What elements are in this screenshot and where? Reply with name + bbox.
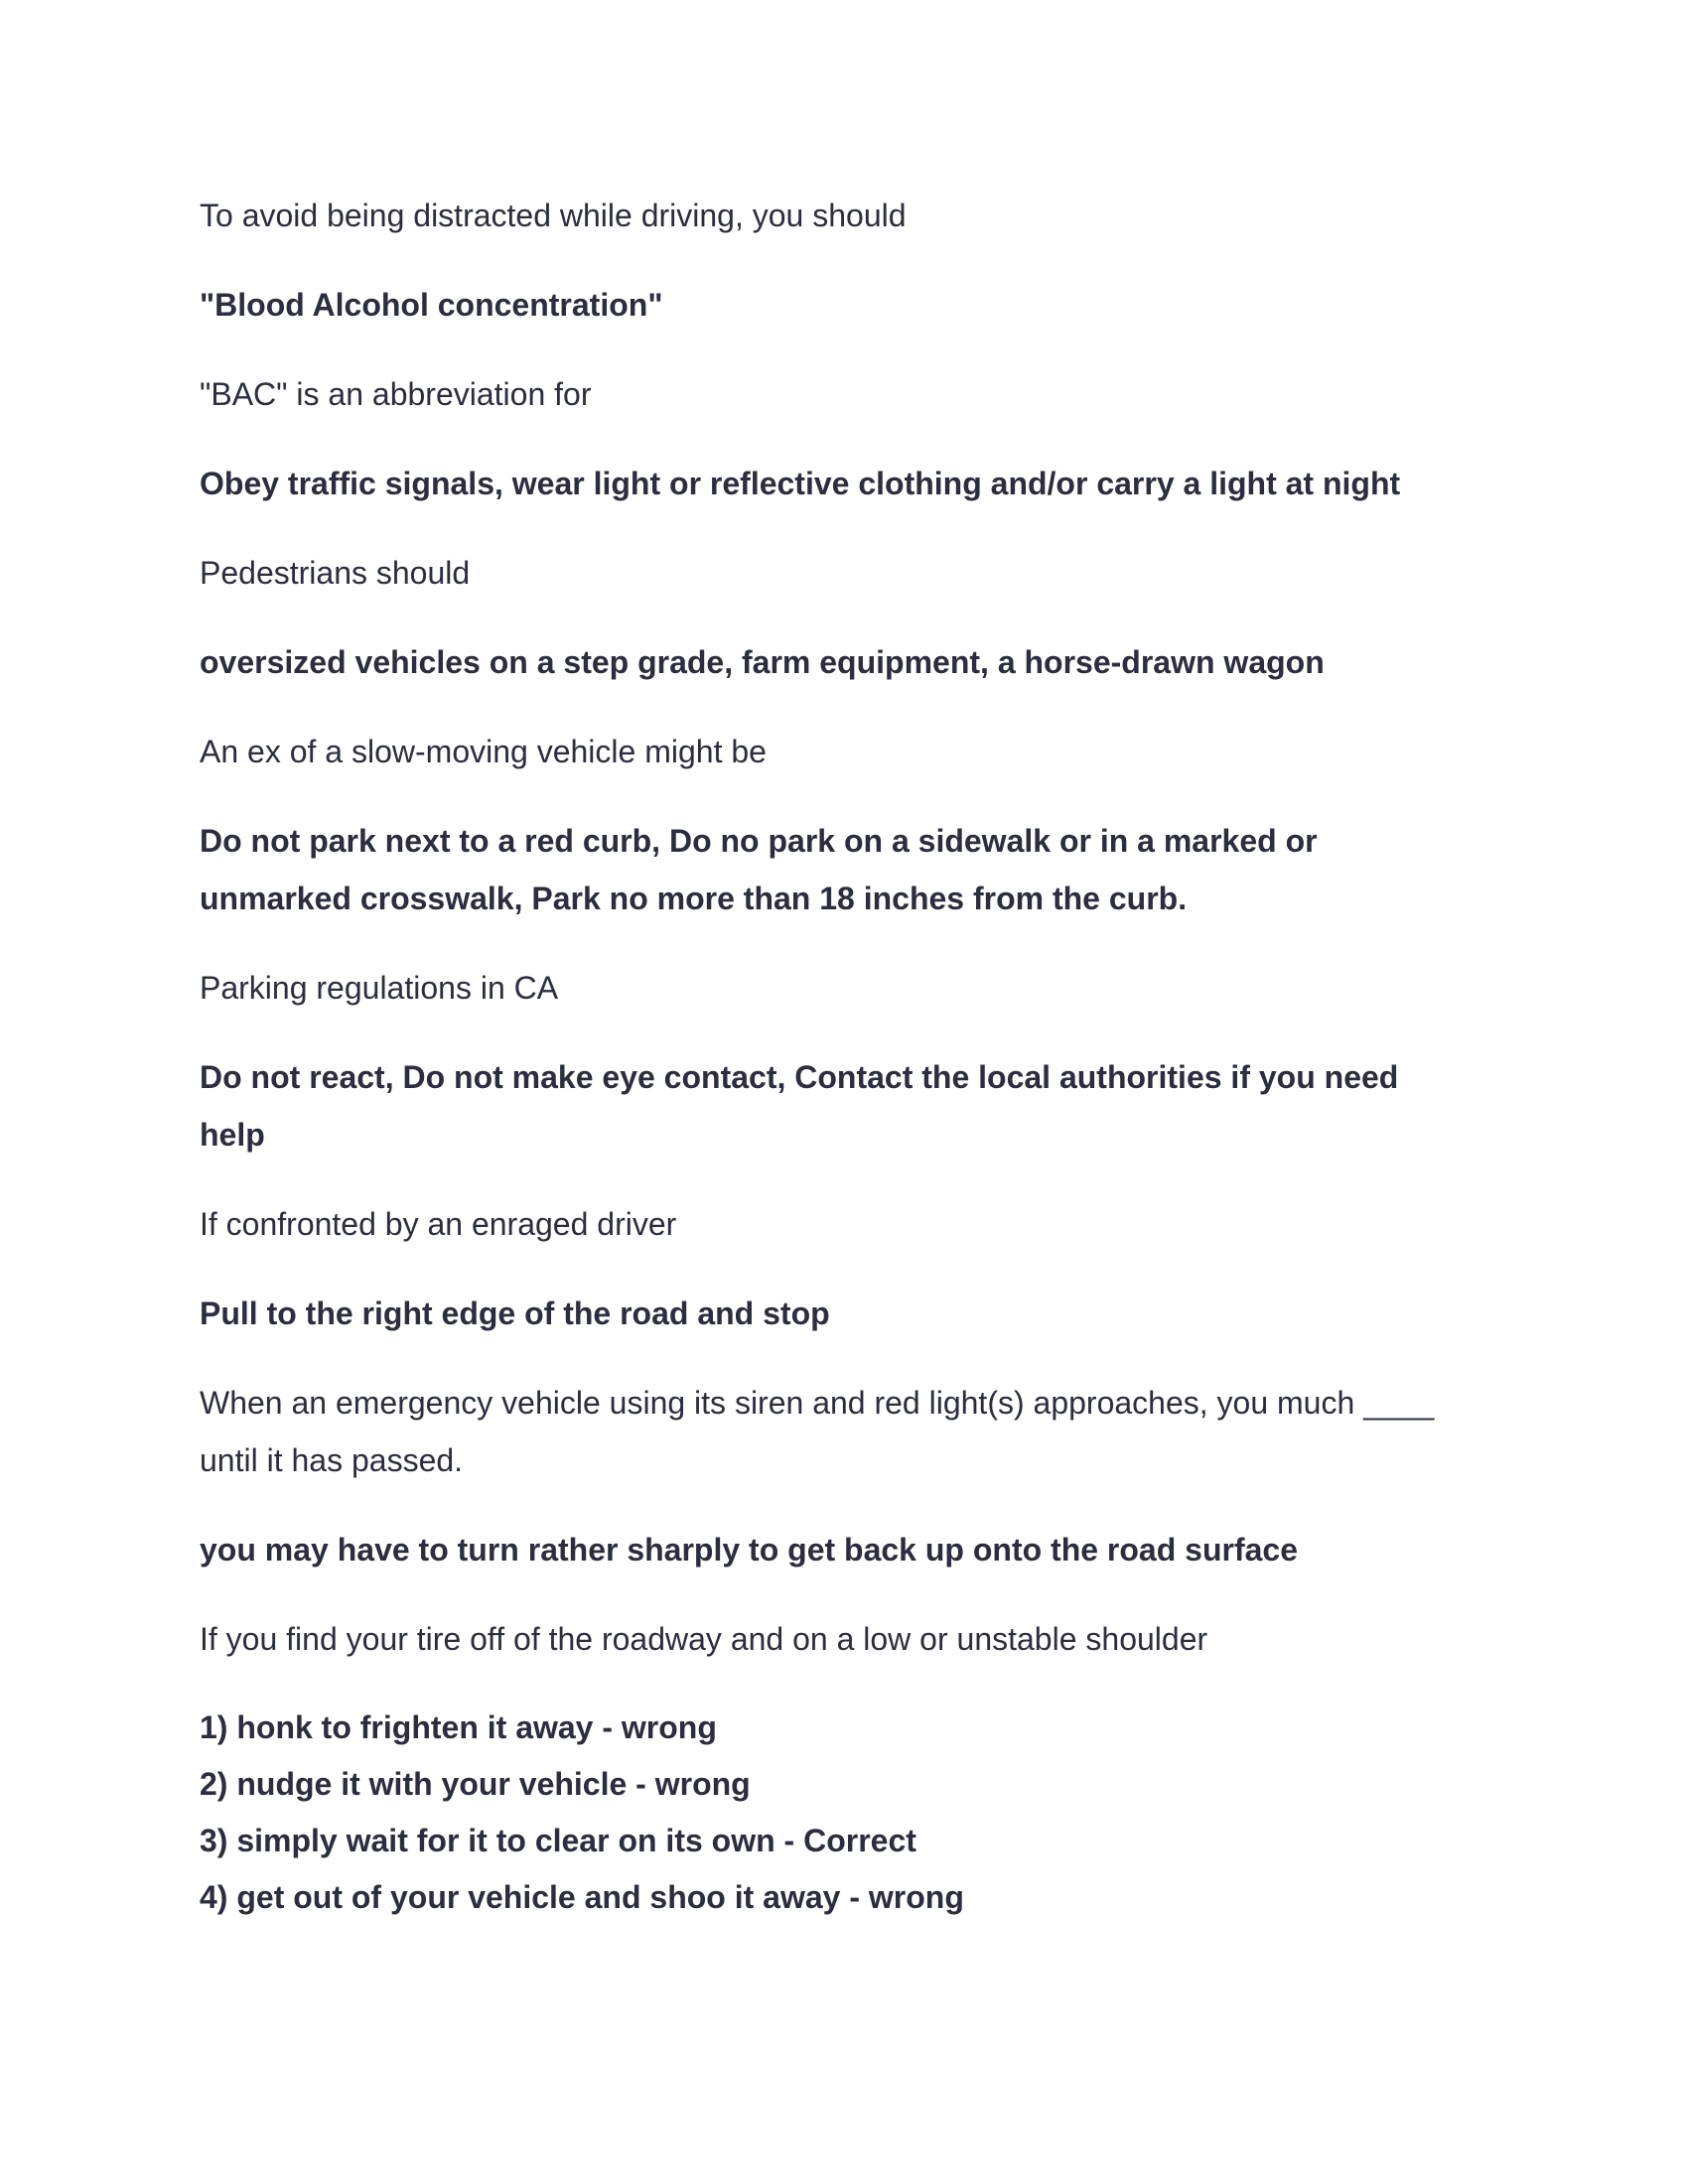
question-emergency-vehicle bbox=[200, 1374, 1510, 1489]
question-enraged-driver bbox=[200, 1195, 1510, 1253]
text-line: Do not react, Do not make eye contact, Contact the local authorities if you need bbox=[200, 1059, 1399, 1095]
answer-tire-off-roadway bbox=[200, 1521, 1510, 1578]
text-line: Parking regulations in CA bbox=[200, 970, 559, 1006]
text-line: until it has passed. bbox=[200, 1442, 464, 1478]
answer-enraged-driver bbox=[200, 1048, 1510, 1163]
flashcard-document bbox=[200, 187, 1510, 1958]
text-line: "BAC" is an abbreviation for bbox=[200, 376, 592, 412]
text-line: Do not park next to a red curb, Do no park on a sidewalk or in a marked or bbox=[200, 823, 1318, 859]
option-item: 2) nudge it with your vehicle - wrong bbox=[200, 1766, 751, 1802]
text-line: Pedestrians should bbox=[200, 555, 471, 591]
text-line: Pull to the right edge of the road and stop bbox=[200, 1296, 830, 1331]
answer-emergency-vehicle bbox=[200, 1285, 1510, 1342]
option-item: 3) simply wait for it to clear on its own - Correct bbox=[200, 1823, 916, 1858]
text-line: To avoid being distracted while driving, you should bbox=[200, 198, 907, 233]
question-distracted-driving bbox=[200, 187, 1510, 244]
text-line: help bbox=[200, 1117, 265, 1153]
question-slow-moving-vehicle bbox=[200, 723, 1510, 780]
text-line: An ex of a slow-moving vehicle might be bbox=[200, 734, 767, 769]
answer-slow-moving-vehicle bbox=[200, 633, 1510, 691]
question-pedestrians bbox=[200, 544, 1510, 602]
answer-pedestrians bbox=[200, 455, 1510, 512]
text-line: If confronted by an enraged driver bbox=[200, 1206, 677, 1242]
answer-parking-regulations bbox=[200, 812, 1510, 927]
question-tire-off-roadway bbox=[200, 1610, 1510, 1668]
text-line: unmarked crosswalk, Park no more than 18 inches from the curb. bbox=[200, 881, 1188, 916]
text-line: oversized vehicles on a step grade, farm equipment, a horse-drawn wagon bbox=[200, 644, 1325, 680]
text-line: "Blood Alcohol concentration" bbox=[200, 287, 663, 323]
question-bac bbox=[200, 365, 1510, 423]
question-parking-regulations bbox=[200, 959, 1510, 1017]
option-item: 4) get out of your vehicle and shoo it away - wrong bbox=[200, 1879, 964, 1915]
text-line: When an emergency vehicle using its siren and red light(s) approaches, you much ____ bbox=[200, 1385, 1435, 1421]
answer-options-list bbox=[200, 1700, 1510, 1926]
answer-bac bbox=[200, 276, 1510, 334]
text-line: Obey traffic signals, wear light or reflective clothing and/or carry a light at night bbox=[200, 466, 1401, 501]
text-line: If you find your tire off of the roadway and on a low or unstable shoulder bbox=[200, 1621, 1208, 1657]
option-item: 1) honk to frighten it away - wrong bbox=[200, 1709, 717, 1745]
text-line: you may have to turn rather sharply to get back up onto the road surface bbox=[200, 1532, 1298, 1568]
